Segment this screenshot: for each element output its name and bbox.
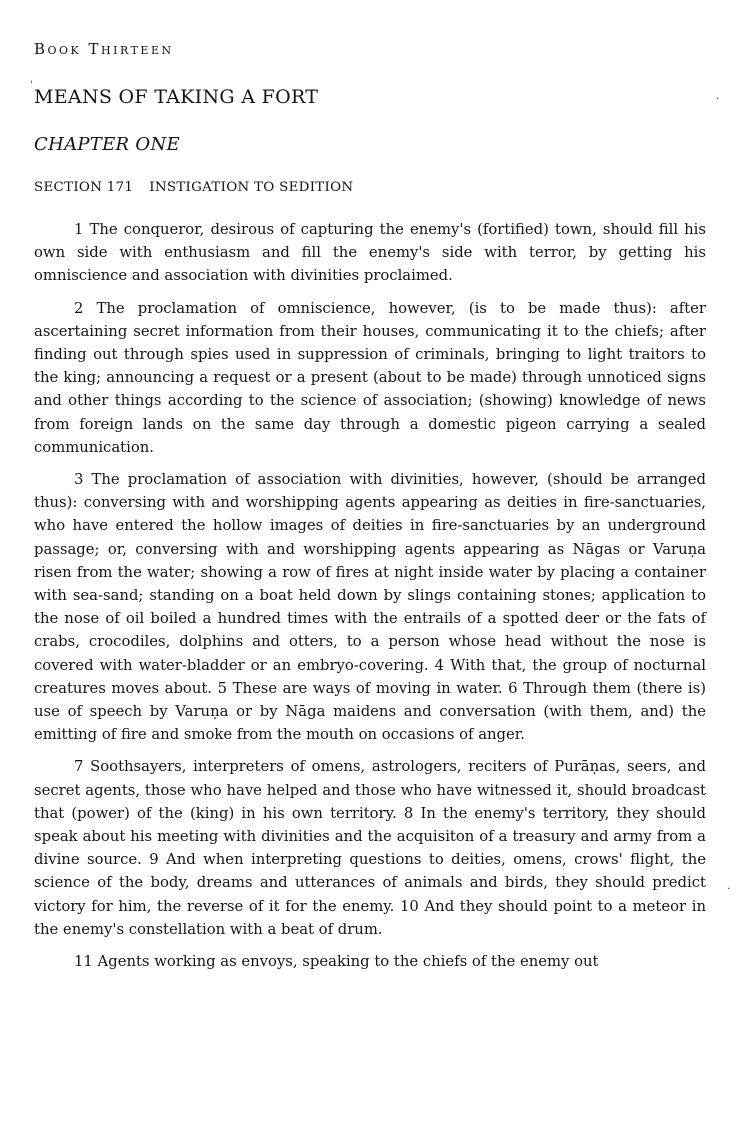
section-heading [34, 180, 353, 195]
chapter-title: CHAPTER ONE [34, 134, 180, 155]
paragraph-2: 2 The proclamation of omniscience, however, (is to be made thus): after ascertaining secret information from their houses, communicating it to the chiefs; after finding out through spies used in suppression of criminals, bringing to light traitors to the king; announcing a request or a present (about to be made) through unnoticed signs and other things according to the science of association; (showing) knowledge of news from foreign lands on the same day through a domestic pigeon carrying a sealed communication. [34, 299, 706, 456]
body-text [34, 218, 706, 982]
paragraph-7: 7 Soothsayers, interpreters of omens, astrologers, reciters of Purāṇas, seers, and secret agents, those who have helped and those who have witnessed it, should broadcast that (power) of the (king) in his own territory. 8 In the enemy's territory, they should speak about his meeting with divinities and the acquisiton of a treasury and army from a divine source. 9 And when interpreting questions to deities, omens, crows' flight, the science of the body, dreams and utterances of animals and birds, they should predict victory for him, the reverse of it for the enemy. 10 And they should point to a meteor in the enemy's constellation with a beat of drum. [34, 758, 706, 938]
scan-speck: ' [30, 80, 33, 91]
paragraph-1: 1 The conqueror, desirous of capturing the enemy's (fortified) town, should fill his own side with enthusiasm and fill the enemy's side with terror, by getting his omniscience and association with divinities proclaimed. [34, 221, 706, 285]
paragraph-11: 11 Agents working as envoys, speaking to the chiefs of the enemy out [74, 953, 599, 971]
scan-speck: · [727, 884, 731, 895]
paragraph-3: 3 The proclamation of association with divinities, however, (should be arranged thus): conversing with and worshipping agents appearing as deities in fire-sanctuaries, who have entered the hollow images of deities in fire-sanctuaries by an underground passage; or, conversing with and worshipping agents appearing as Nāgas or Varuṇa risen from the water; showing a row of fires at night inside water by placing a container with sea-sand; standing on a boat held down by slings containing stones; application to the nose of oil boiled a hundred times with the entrails of a spotted deer or the fats of crabs, crocodiles, dolphins and otters, to a person whose head without the nose is covered with water-bladder or an embryo-covering. 4 With that, the group of nocturnal creatures moves about. 5 These are ways of moving in water. 6 Through them (there is) use of speech by Varuṇa or by Nāga maidens and conversation (with them, and) the emitting of fire and smoke from the mouth on occasions of anger. [34, 471, 706, 744]
part-title: MEANS OF TAKING A FORT [34, 86, 319, 108]
book-heading: Book Thirteen [34, 40, 174, 58]
section-title: INSTIGATION TO SEDITION [149, 180, 354, 195]
section-label: SECTION 171 [34, 180, 134, 195]
scan-speck: · [716, 94, 720, 105]
